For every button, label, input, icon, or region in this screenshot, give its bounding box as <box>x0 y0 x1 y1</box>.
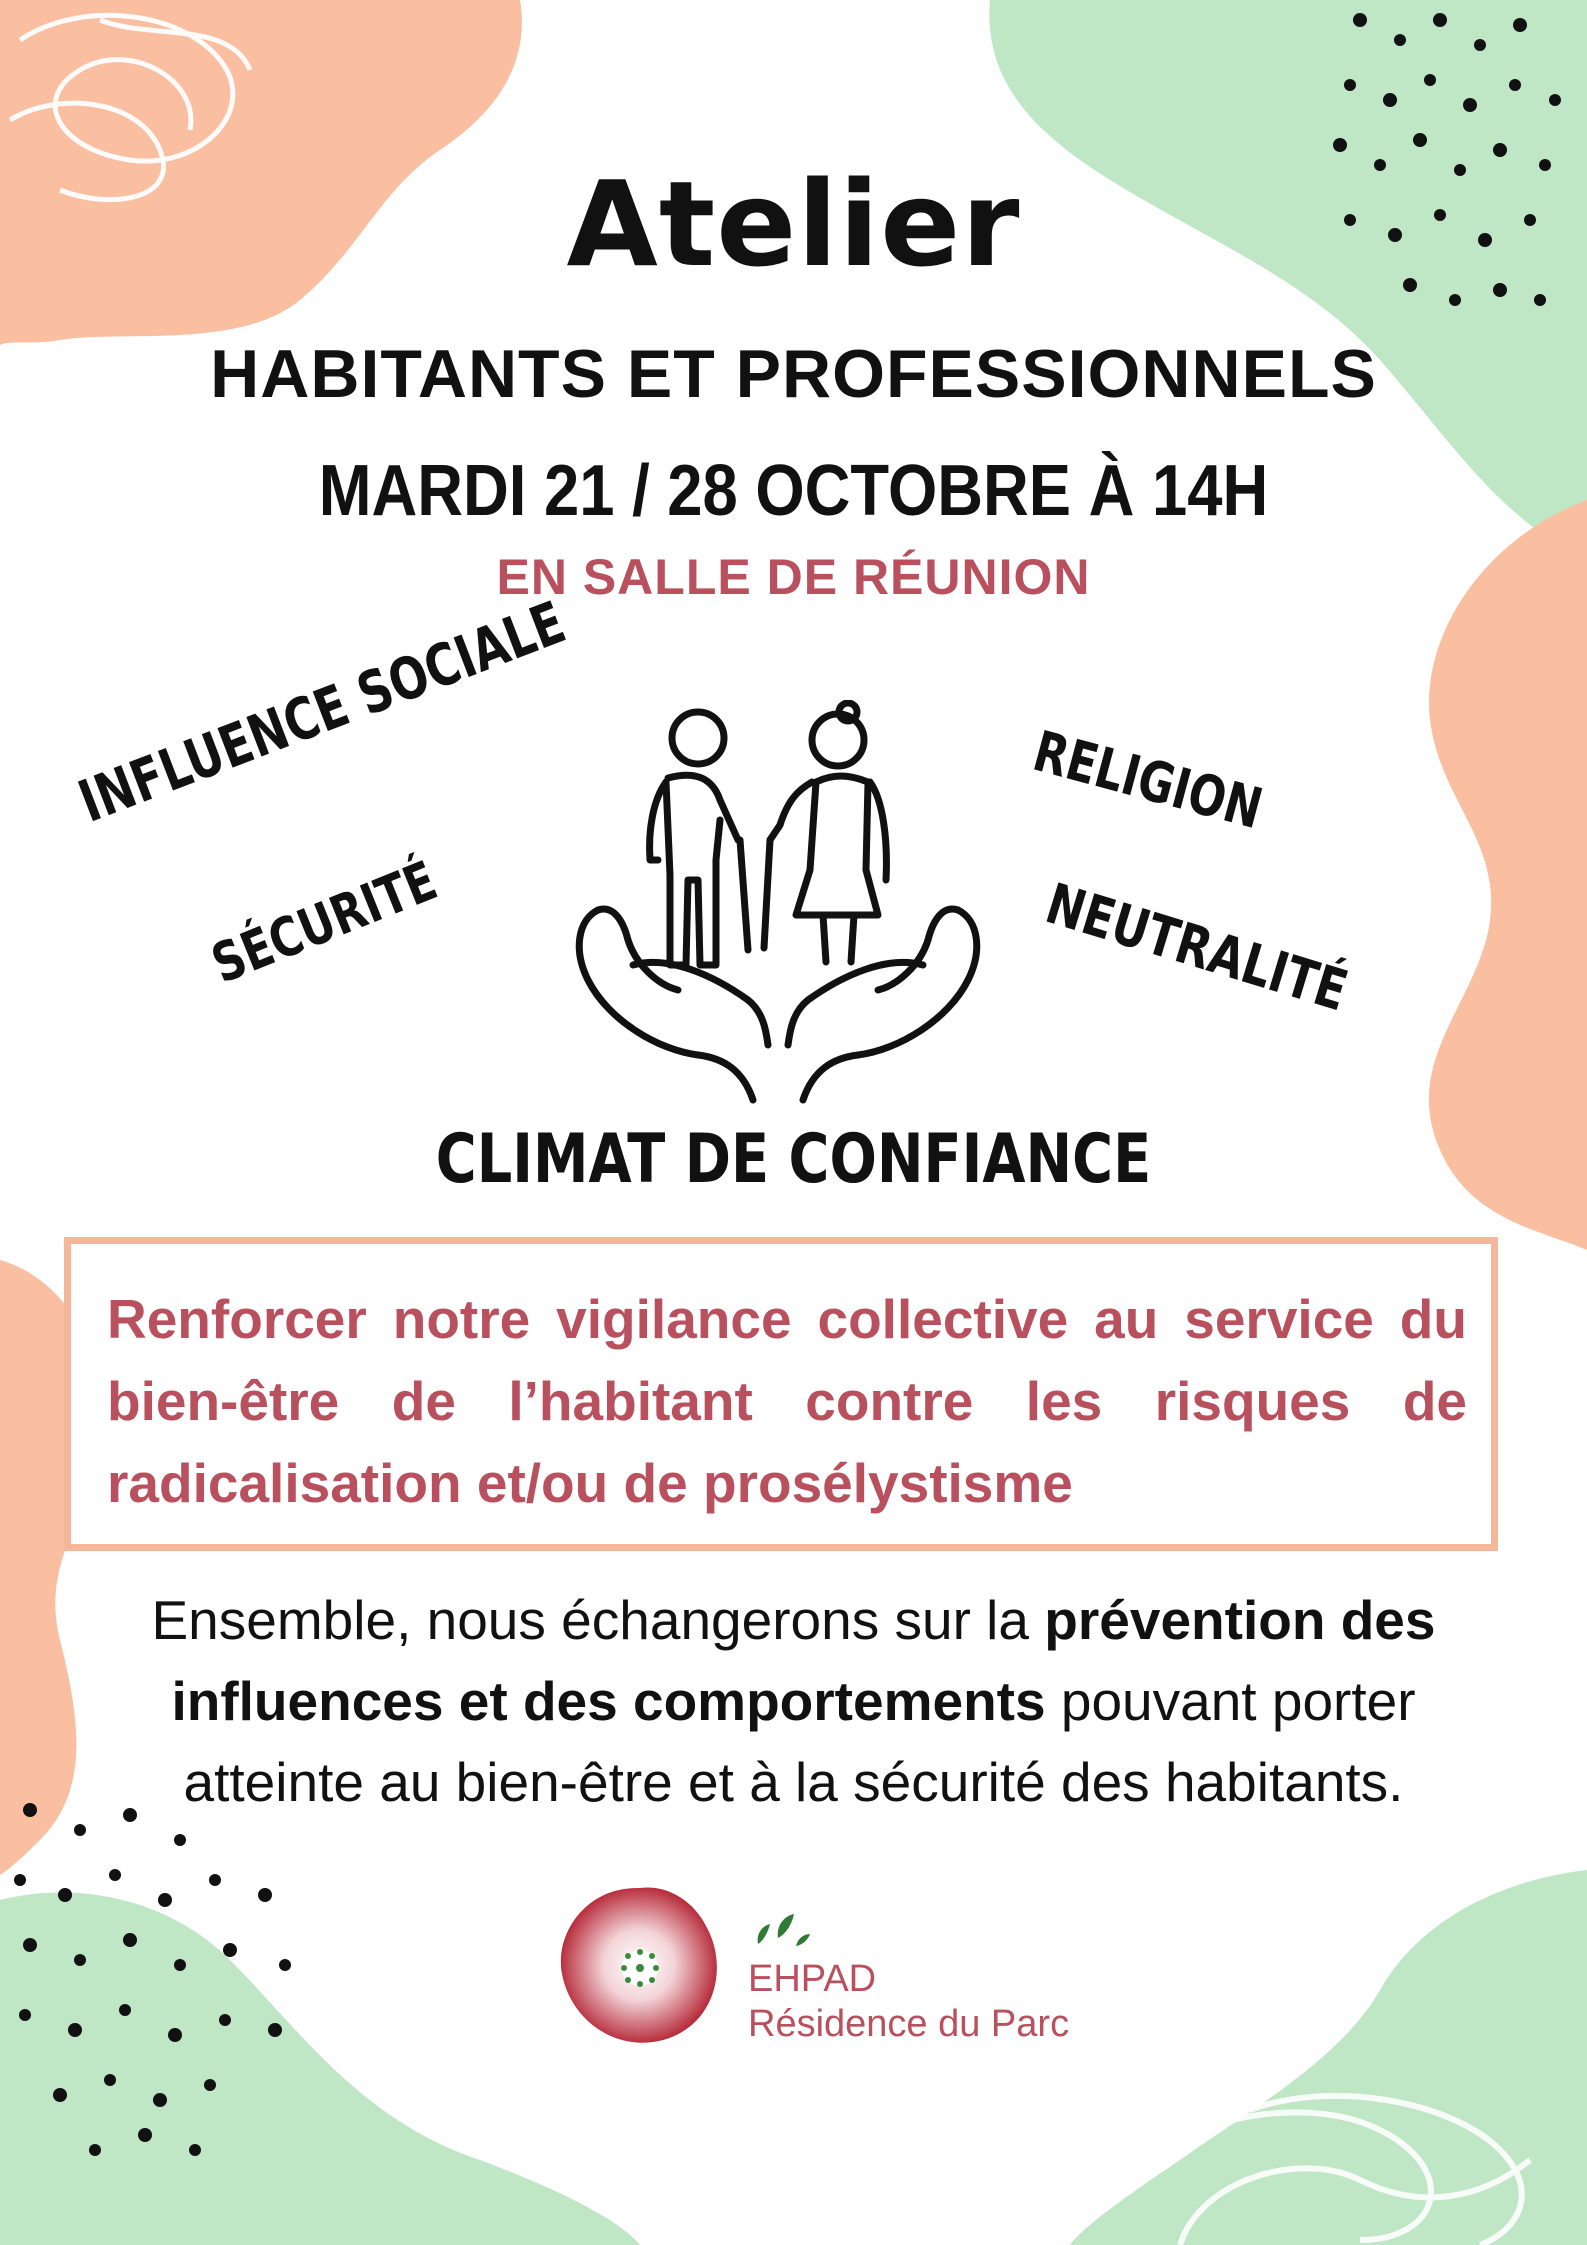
event-date: MARDI 21 / 28 OCTOBRE À 14H <box>318 451 1269 531</box>
poster-subtitle: HABITANTS ET PROFESSIONNELS <box>210 336 1377 412</box>
theme-securite: SÉCURITÉ <box>203 848 446 996</box>
poster-title: Atelier <box>566 155 1021 293</box>
logo-subname: Résidence du Parc <box>748 2003 1070 2045</box>
theme-religion: RELIGION <box>1026 719 1269 843</box>
body-text-end: pouvant porter atteinte au bien-être et à la sécurité des habitants. <box>183 1670 1416 1813</box>
body-text-intro: Ensemble, nous échangerons sur la <box>151 1589 1045 1651</box>
event-location: EN SALLE DE RÉUNION <box>496 549 1091 605</box>
logo-name: EHPAD <box>748 1958 877 2000</box>
theme-neutralite: NEUTRALITÉ <box>1038 871 1355 1025</box>
theme-influence-sociale: INFLUENCE SOCIALE <box>69 588 575 836</box>
leaves-icon <box>752 1910 812 1950</box>
theme-climat-de-confiance: CLIMAT DE CONFIANCE <box>435 1120 1152 1199</box>
elderly-couple-in-hands-icon <box>548 700 988 1105</box>
poppy-flower-logo <box>556 1882 724 2050</box>
body-text-emphasis: prévention des influences et des comportements <box>171 1589 1436 1732</box>
callout-text: Renforcer notre vigilance collective au service du bien-être de l’habitant contre les risques de radicalisation et/ou de prosélystisme <box>107 1288 1467 1514</box>
body-paragraph <box>80 1580 1507 1823</box>
callout-box <box>64 1237 1498 1551</box>
